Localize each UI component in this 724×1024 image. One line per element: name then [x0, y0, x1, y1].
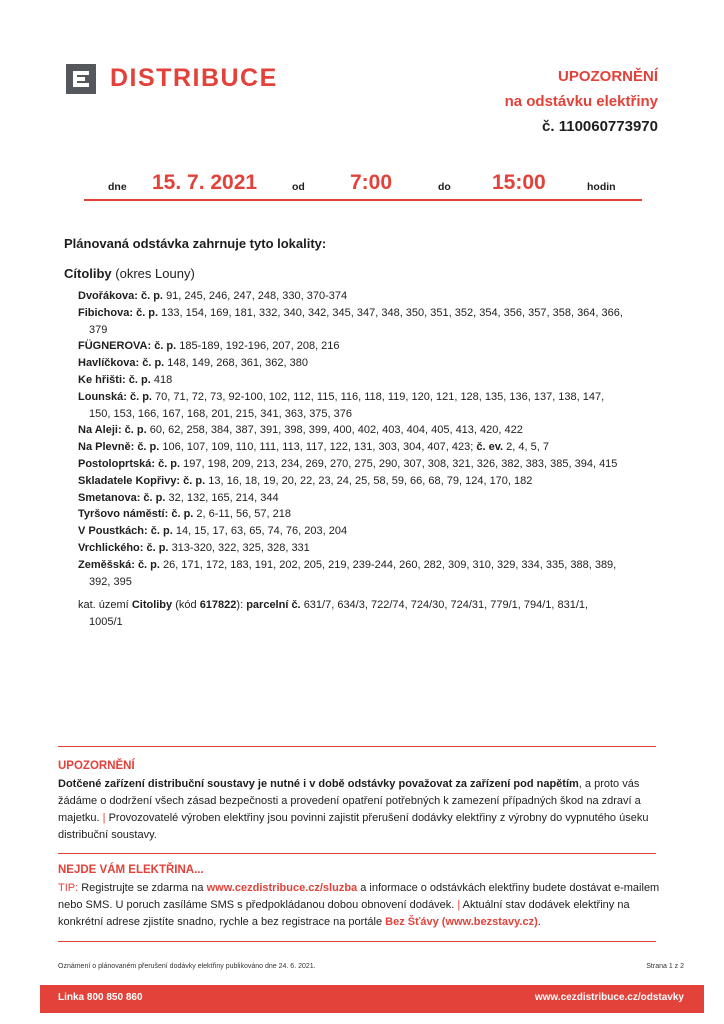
page-number: Strana 1 z 2 — [646, 963, 684, 970]
warning-text: Dotčené zařízení distribuční soustavy je nutné i v době odstávky považovat za zařízení pod napětím, a proto vás žádáme o dodržení všech zásad bezpečnosti a provedení opatření potřebných k zamezení případných škod na zdraví a majetku. | Provozovatelé výroben elektřiny jsou povinni zajistit přerušení dodávky elektřiny z výrobny do vypnutého úseku distribuční soustavy. — [58, 778, 649, 841]
cadastral-info: kat. území Citoliby (kód 617822): parcelní č. 631/7, 634/3, 722/74, 724/30, 724/31, 779/1, 794/1, 831/1, 1005/1 — [78, 599, 589, 628]
town-heading — [64, 266, 195, 281]
list-item: Postoloprtská: č. p. 197, 198, 209, 213, 234, 269, 270, 275, 290, 307, 308, 321, 326, 382, 383, 385, 394, 415 — [78, 457, 618, 470]
locations-intro: Plánovaná odstávka zahrnuje tyto lokality: — [64, 236, 327, 251]
publication-note: Oznámení o plánovaném přerušení dodávky elektřiny publikováno dne 24. 6. 2021. — [58, 963, 316, 970]
list-item: Ke hřišti: č. p. 418 — [78, 373, 173, 386]
list-item: Havlíčkova: č. p. 148, 149, 268, 361, 362, 380 — [78, 357, 308, 370]
portal-name: Bez Šťávy — [385, 916, 439, 928]
footer-url-link[interactable]: www.cezdistribuce.cz/odstavky — [534, 992, 684, 1003]
to-label: do — [438, 181, 451, 193]
date-label: dne — [108, 181, 127, 193]
list-item: Zeměšská: č. p. 26, 171, 172, 183, 191, 202, 205, 219, 239-244, 260, 282, 309, 310, 329, 334, 335, 388, 389, 392, 395 — [78, 558, 617, 588]
registration-link[interactable]: www.cezdistribuce.cz/sluzba — [206, 882, 358, 894]
info-title: NEJDE VÁM ELEKTŘINA... — [58, 864, 204, 876]
notice-header — [505, 64, 658, 139]
section-divider — [58, 941, 656, 942]
list-item: Na Aleji: č. p. 60, 62, 258, 384, 387, 391, 398, 399, 400, 402, 403, 404, 405, 413, 420, 422 — [78, 424, 523, 437]
list-item: Dvořákova: č. p. 91, 245, 246, 247, 248, 330, 370-374 — [78, 290, 348, 302]
brand-name: DISTRIBUCE — [110, 64, 278, 92]
list-item: Tyršovo náměstí: č. p. 2, 6-11, 56, 57, 218 — [78, 508, 292, 521]
hotline: Linka 800 850 860 — [58, 992, 143, 1003]
info-text: TIP: Registrujte se zdarma na www.cezdistribuce.cz/sluzba a informace o odstávkách elektřiny budete dostávat e-mailem nebo SMS. U poruch zasíláme SMS s předpokládanou dobou obnovení dodávek. | Aktuální stav dodávek elektřiny na konkrétní adrese zjistíte snadno, rychle a bez registrace na portále Bez Šťávy (www.bezstavy.cz). — [58, 882, 660, 928]
time-to: 15:00 — [492, 171, 546, 194]
hours-label: hodin — [587, 181, 616, 193]
list-item: FÜGNEROVA: č. p. 185-189, 192-196, 207, 208, 216 — [78, 340, 340, 353]
from-label: od — [292, 181, 305, 193]
date-divider — [84, 199, 642, 201]
time-from: 7:00 — [350, 171, 393, 194]
section-divider — [58, 853, 656, 854]
warning-title: UPOZORNĚNÍ — [58, 760, 135, 772]
list-item: Vrchlického: č. p. 313-320, 322, 325, 328, 331 — [78, 541, 310, 554]
notice-number: č. 110060773970 — [542, 118, 658, 135]
cez-logo-icon — [66, 64, 96, 94]
list-item: Lounská: č. p. 70, 71, 72, 73, 92-100, 102, 112, 115, 116, 118, 119, 120, 121, 128, 135, 136, 137, 138, 147, 150, 153, 166, 167, 168, 201, 215, 341, 363, 375, 376 — [78, 390, 605, 420]
outage-date: 15. 7. 2021 — [152, 171, 258, 194]
town-name: Cítoliby — [64, 266, 112, 281]
street-list — [78, 288, 668, 590]
list-item: Fibichova: č. p. 133, 154, 169, 181, 332, 340, 342, 345, 347, 348, 350, 351, 352, 354, 356, 357, 358, 364, 366, 379 — [78, 306, 623, 336]
list-item: V Poustkách: č. p. 14, 15, 17, 63, 65, 74, 76, 203, 204 — [78, 525, 348, 538]
section-divider — [58, 746, 656, 747]
list-item: Na Plevně: č. p. 106, 107, 109, 110, 111, 113, 117, 122, 131, 303, 304, 407, 423; č. ev. 2, 4, 5, 7 — [78, 441, 549, 454]
notice-subtitle: na odstávku elektřiny — [504, 93, 658, 110]
portal-link[interactable]: (www.bezstavy.cz) — [441, 916, 538, 928]
notice-title: UPOZORNĚNÍ — [557, 68, 658, 85]
list-item: Skladatele Kopřivy: č. p. 13, 16, 18, 19, 20, 22, 23, 24, 25, 58, 59, 66, 68, 79, 124, 170, 182 — [78, 474, 533, 487]
list-item: Smetanova: č. p. 32, 132, 165, 214, 344 — [78, 491, 279, 504]
town-district: (okres Louny) — [115, 266, 195, 281]
